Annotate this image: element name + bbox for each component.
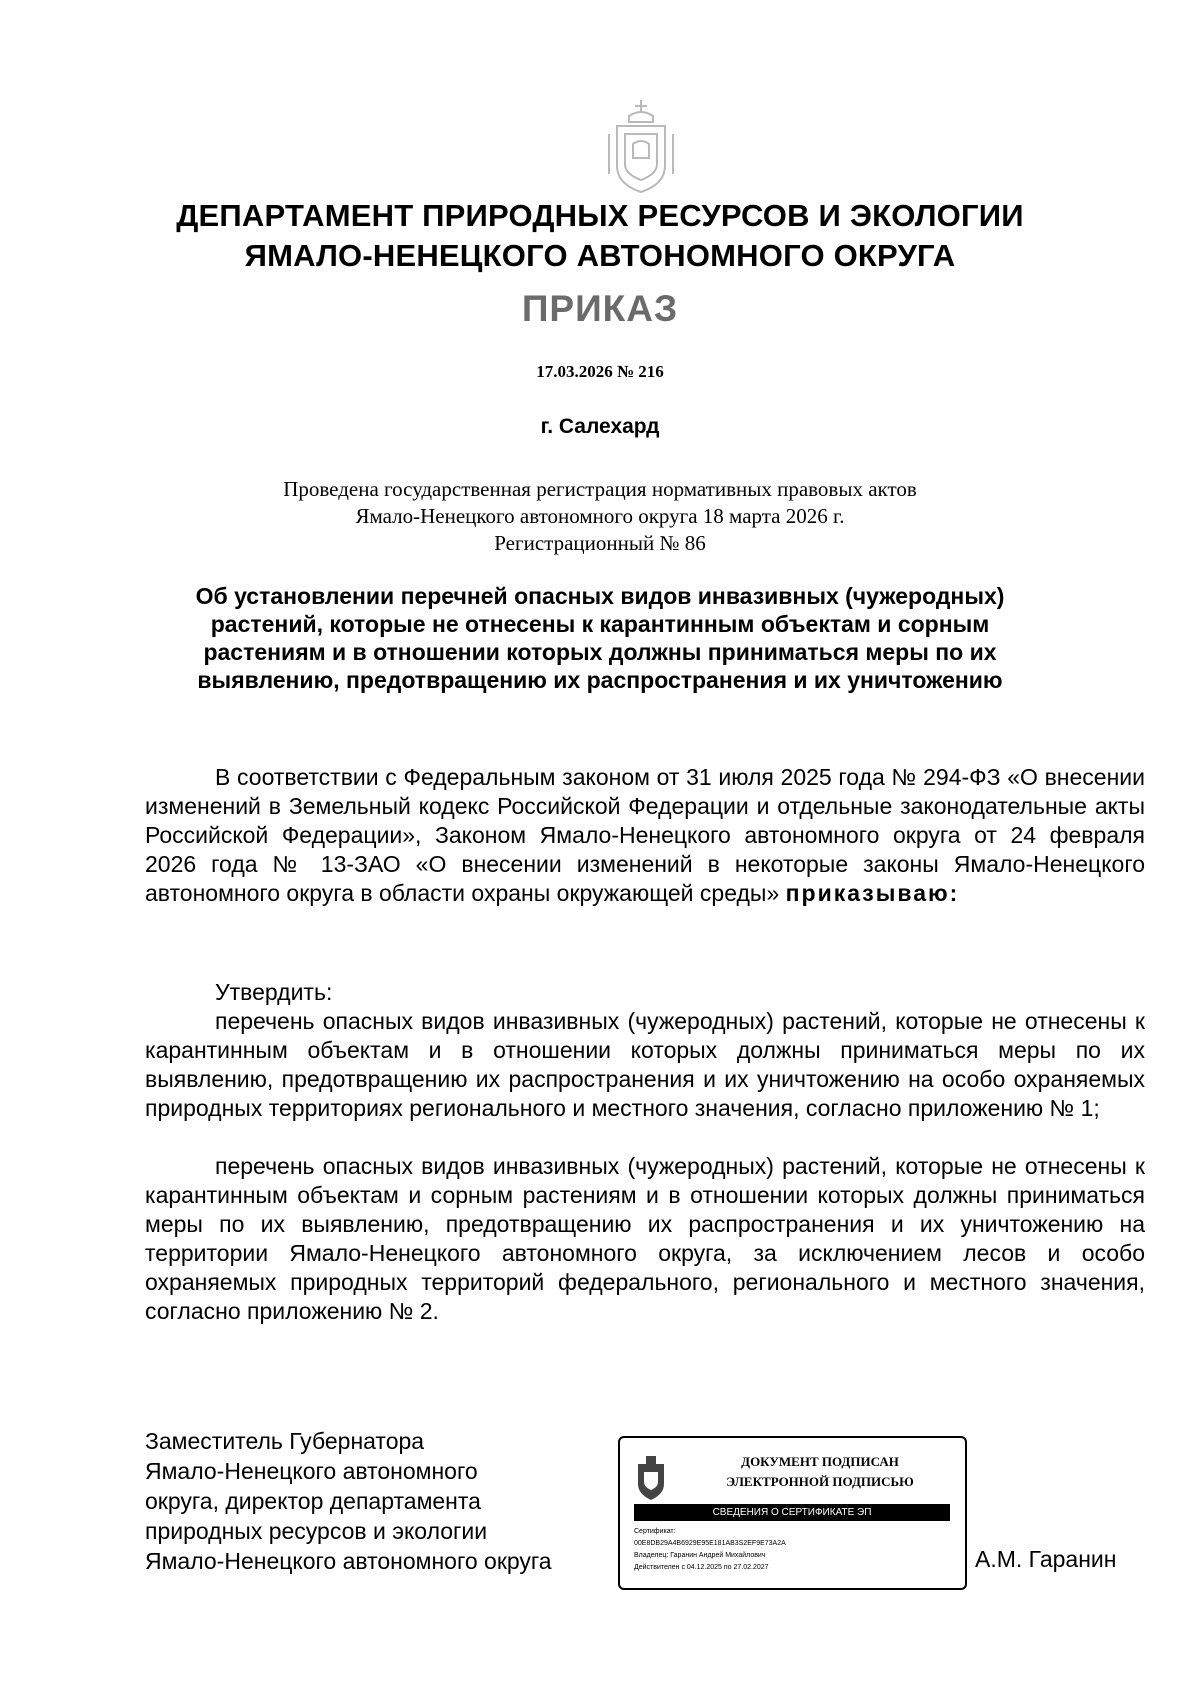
approved-list-item-2: перечень опасных видов инвазивных (чужеродных) растений, которые не отнесены к карантинным объектам и сорным растениям и в отношении которых должны приниматься меры по их выявлению, предотвращению их распространения и их уничтожению на территории Ямало-Ненецкого автономного округа, за исключением лесов и особо охраняемых природных территорий федерального, регионального и местного значения, согласно приложению № 2. [145,1153,1145,1324]
preamble-text: В соответствии с Федеральным законом от 31 июля 2025 года № 294-ФЗ «О внесении изменений в Земельный кодекс Российской Федерации и отдельные законодательные акты Российской Федерации», Законом Ямало-Ненецкого автономного округа от 24 февраля 2026 года № 13-ЗАО «О внесении изменений в некоторые законы Ямало-Ненецкого автономного округа в области охраны окружающей среды» [145,764,1145,906]
order-keyword: приказываю: [785,880,960,906]
department-name-line1: ДЕПАРТАМЕНТ ПРИРОДНЫХ РЕСУРСОВ И ЭКОЛОГИИ [176,198,1024,233]
registration-line: Проведена государственная регистрация нормативных правовых актов [283,477,917,501]
title-line: Об установлении перечней опасных видов инвазивных (чужеродных) [195,583,1005,609]
stamp-owner: Владелец: Гаранин Андрей Михайлович [634,1552,766,1559]
preamble-paragraph [145,763,1145,908]
signer-position [145,1426,552,1576]
signer-position-line: Ямало-Ненецкого автономного округа [145,1548,552,1574]
stamp-certificate-bar: СВЕДЕНИЯ О СЕРТИФИКАТЕ ЭП [634,1504,950,1521]
approve-heading: Утвердить: [215,979,333,1005]
signer-position-line: Ямало-Ненецкого автономного [145,1458,478,1484]
coat-of-arms-icon [605,98,677,196]
registration-line: Ямало-Ненецкого автономного округа 18 марта 2026 г. [355,504,845,528]
stamp-title [690,1452,950,1492]
stamp-emblem-icon [634,1452,668,1502]
electronic-signature-stamp [618,1436,967,1590]
stamp-title-line: ДОКУМЕНТ ПОДПИСАН [741,1454,899,1469]
title-line: растениям и в отношении которых должны приниматься меры по их [203,639,997,665]
stamp-certificate-label: Сертификат: [634,1528,676,1535]
stamp-certificate-value: 00E8DB29A4B6929E95E181AB3S2EF9E73A2A [634,1540,786,1547]
department-name-line2: ЯМАЛО-НЕНЕЦКОГО АВТОНОМНОГО ОКРУГА [244,238,956,273]
signer-position-line: округа, директор департамента [145,1488,481,1514]
title-line: растений, которые не отнесены к карантинным объектам и сорным [210,611,990,637]
order-number: 17.03.2026 № 216 [536,362,664,381]
title-line: выявлению, предотвращению их распространения и их уничтожению [197,667,1003,693]
registration-line: Регистрационный № 86 [494,531,706,555]
approved-list-item-1: перечень опасных видов инвазивных (чужеродных) растений, которые не отнесены к карантинным объектам и в отношении которых должны приниматься меры по их выявлению, предотвращению их распространения и их уничтожению на особо охраняемых природных территориях регионального и местного значения, согласно приложению № 1; [145,1008,1145,1121]
signer-position-line: Заместитель Губернатора [145,1428,425,1454]
registration-note [0,476,1200,557]
stamp-details [634,1526,954,1574]
document-title [150,582,1050,694]
signer-position-line: природных ресурсов и экологии [145,1518,488,1544]
city: г. Салехард [540,415,660,438]
document-type: ПРИКАЗ [521,288,679,329]
signer-name: А.М. Гаранин [975,1546,1117,1572]
stamp-validity: Действителен с 04.12.2025 по 27.02.2027 [634,1564,769,1571]
stamp-title-line: ЭЛЕКТРОННОЙ ПОДПИСЬЮ [726,1474,914,1489]
